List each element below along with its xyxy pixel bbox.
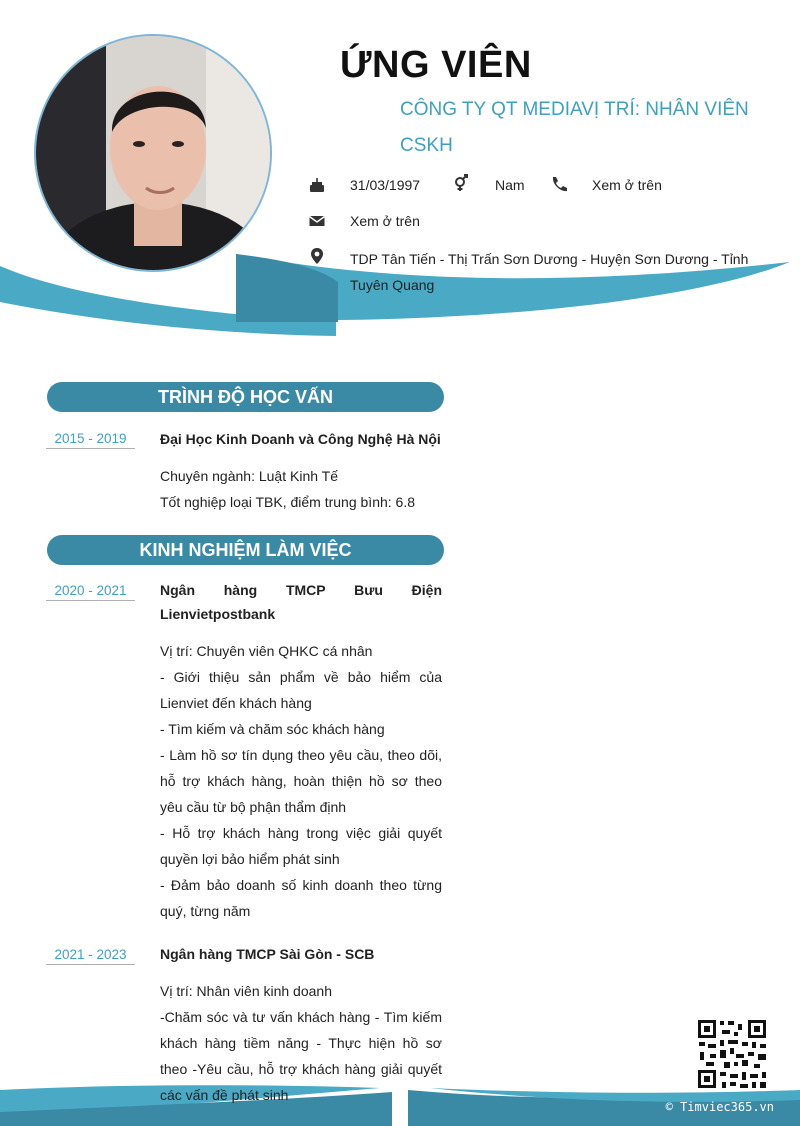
- email-value: Xem ở trên: [350, 213, 420, 229]
- experience-line: - Đảm bảo doanh số kinh doanh theo từng quý, từng năm: [160, 877, 442, 919]
- experience-line: Vị trí: Nhân viên kinh doanh: [160, 983, 332, 999]
- experience-entry: [160, 578, 442, 924]
- experience-line: - Giới thiệu sản phẩm về bảo hiểm của Lienviet đến khách hàng: [160, 669, 442, 711]
- job-title: CÔNG TY QT MEDIAVỊ TRÍ: NHÂN VIÊN CSKH: [400, 99, 749, 156]
- birthday-cake-icon: [308, 176, 326, 194]
- address-value: TDP Tân Tiến - Thị Trấn Sơn Dương - Huyện Sơn Dương - Tỉnh Tuyên Quang: [350, 251, 749, 293]
- experience-heading: KINH NGHIỆM LÀM VIỆC: [47, 535, 444, 565]
- school-name: Đại Học Kinh Doanh và Công Nghệ Hà Nội: [160, 431, 441, 447]
- phone-icon: [550, 175, 568, 193]
- avatar-photo: [34, 34, 272, 272]
- mail-icon: [308, 212, 326, 230]
- gender-value: Nam: [495, 177, 525, 193]
- education-line: Tốt nghiệp loại TBK, điểm trung bình: 6.8: [160, 494, 416, 510]
- experience-entry: [160, 942, 442, 1108]
- experience-line: Vị trí: Chuyên viên QHKC cá nhân: [160, 643, 373, 659]
- education-entry: [160, 427, 442, 515]
- copyright: © Timviec365.vn: [665, 1100, 774, 1114]
- education-years: 2015 - 2019: [46, 431, 135, 449]
- experience-years: 2021 - 2023: [46, 947, 135, 965]
- company-name: Ngân hàng TMCP Sài Gòn - SCB: [160, 946, 375, 962]
- company-name: Ngân hàng TMCP Bưu Điện Lienvietpostbank: [160, 582, 442, 622]
- experience-line: - Tìm kiếm và chăm sóc khách hàng: [160, 721, 385, 737]
- experience-years: 2020 - 2021: [46, 583, 135, 601]
- gender-icon: [452, 174, 470, 192]
- education-line: Chuyên ngành: Luật Kinh Tế: [160, 468, 338, 484]
- location-pin-icon: [308, 247, 326, 265]
- experience-line: - Hỗ trợ khách hàng trong việc giải quyết quyền lợi bảo hiểm phát sinh: [160, 825, 442, 867]
- phone-value: Xem ở trên: [592, 177, 662, 193]
- experience-line: - Làm hồ sơ tín dụng theo yêu cầu, theo dõi, hỗ trợ khách hàng, hoàn thiện hồ sơ theo yêu cầu từ bộ phận thẩm định: [160, 747, 442, 815]
- candidate-name: ỨNG VIÊN: [340, 44, 532, 86]
- experience-line: -Chăm sóc và tư vấn khách hàng - Tìm kiếm khách hàng tiềm năng - Thực hiện hồ sơ theo -Yêu cầu, hỗ trợ khách hàng giải quyết các vấn đề phát sinh: [160, 1009, 442, 1103]
- birthday-value: 31/03/1997: [350, 177, 421, 193]
- education-heading: TRÌNH ĐỘ HỌC VẤN: [47, 382, 444, 412]
- qr-code-icon: [696, 1018, 768, 1090]
